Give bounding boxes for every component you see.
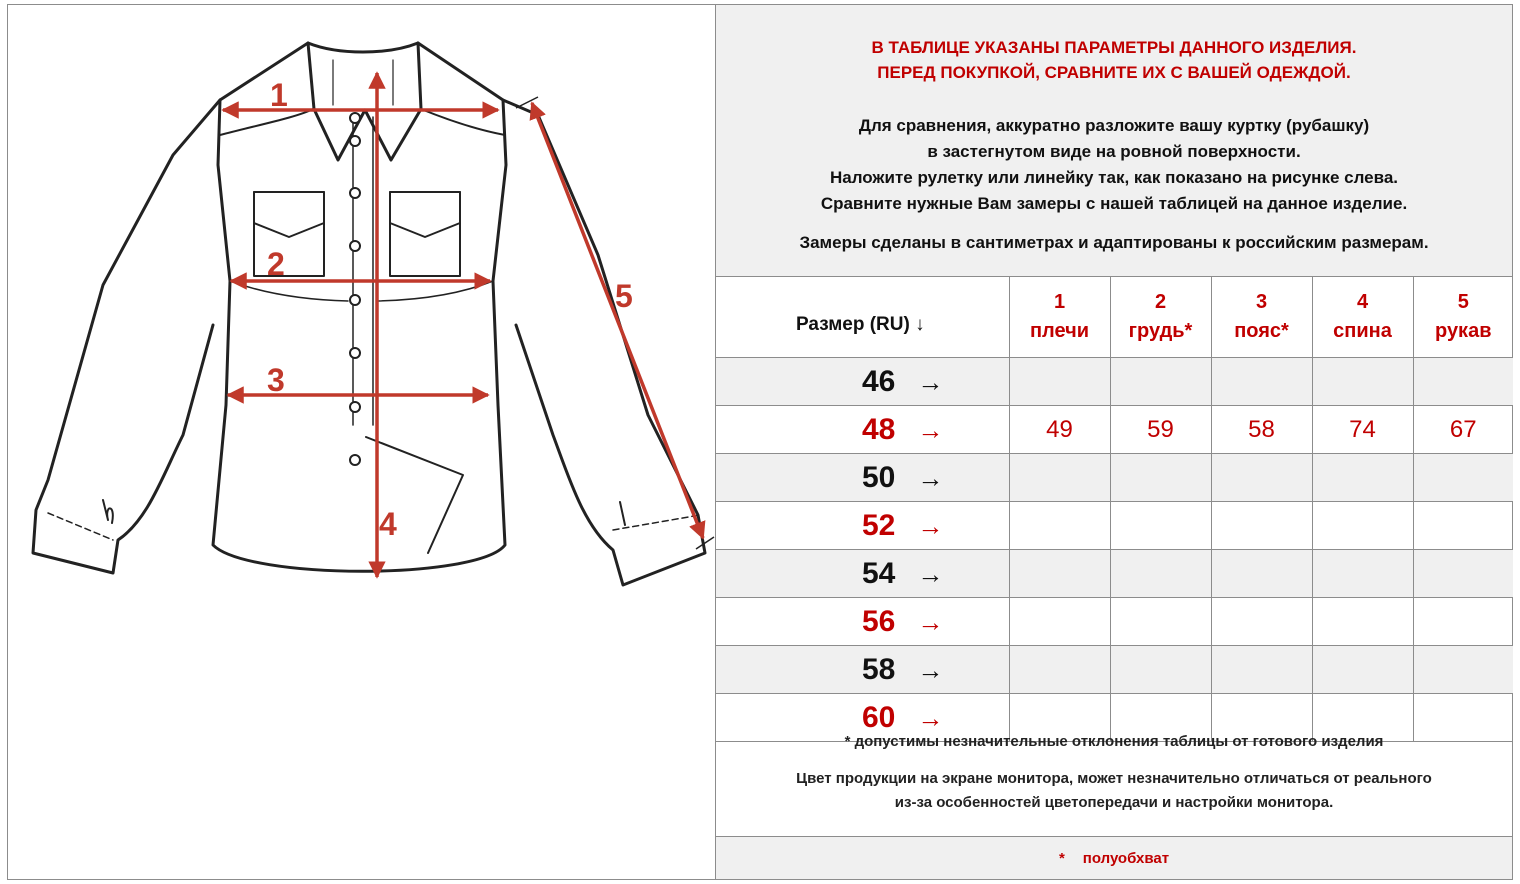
size-value: 58 xyxy=(862,652,896,686)
size-value: 60 xyxy=(862,700,896,734)
measure-label-4: 4 xyxy=(379,506,397,542)
footnotes xyxy=(716,725,1512,837)
measurement-cell xyxy=(1110,646,1211,694)
measuring-instructions: Для сравнения, аккуратно разложите вашу куртку (рубашку) в застегнутом виде на ровной поверхности. Наложите рулетку или линейку так, как показано на рисунке слева. Сравните нужные Вам замеры с нашей таблицей на данное изделие. xyxy=(820,116,1408,213)
measurement-cell xyxy=(1009,646,1110,694)
deviation-note: * допустимы незначительные отклонения таблицы от готового изделия xyxy=(844,733,1384,750)
size-value: 52 xyxy=(862,508,896,542)
warning-text: В ТАБЛИЦЕ УКАЗАНЫ ПАРАМЕТРЫ ДАННОГО ИЗДЕЛИЯ. ПЕРЕД ПОКУПКОЙ, СРАВНИТЕ ИХ С ВАШЕЙ ОДЕЖДОЙ. xyxy=(871,38,1357,82)
right-sleeve xyxy=(503,100,705,585)
measurement-cell xyxy=(1110,358,1211,406)
arrow-right-icon: → xyxy=(917,702,944,733)
size-table-body xyxy=(716,358,1513,742)
size-table-header xyxy=(716,277,1513,358)
column-header-back: 4 спина xyxy=(1312,277,1413,358)
size-value: 46 xyxy=(862,364,896,398)
measurement-cell xyxy=(1211,550,1312,598)
column-header-shoulders: 1 плечи xyxy=(1009,277,1110,358)
size-cell xyxy=(716,550,1009,598)
measurement-cell xyxy=(1312,358,1413,406)
measure-label-5: 5 xyxy=(615,278,633,314)
measurement-cell xyxy=(1211,454,1312,502)
size-cell xyxy=(716,502,1009,550)
units-note: Замеры сделаны в сантиметрах и адаптированы к российским размерам. xyxy=(799,233,1429,252)
table-row xyxy=(716,502,1513,550)
table-row xyxy=(716,550,1513,598)
measurement-cell xyxy=(1009,550,1110,598)
shirt-diagram-panel xyxy=(8,5,715,879)
shirt-buttons xyxy=(350,113,360,465)
size-cell xyxy=(716,646,1009,694)
measurement-cell xyxy=(1009,502,1110,550)
size-table xyxy=(716,277,1513,742)
measurement-cell xyxy=(1009,358,1110,406)
measure-label-2: 2 xyxy=(267,246,285,282)
column-header-waist: 3 пояс* xyxy=(1211,277,1312,358)
measurement-cell xyxy=(1211,646,1312,694)
size-value: 50 xyxy=(862,460,896,494)
measurement-cell: 67 xyxy=(1413,406,1513,454)
size-value: 56 xyxy=(862,604,896,638)
measure-arrow-5 xyxy=(532,103,703,538)
arrow-right-icon: → xyxy=(917,414,944,445)
measurement-cell xyxy=(1110,454,1211,502)
left-sleeve xyxy=(33,100,220,573)
measurement-cell xyxy=(1312,550,1413,598)
measurement-cell xyxy=(1312,502,1413,550)
arrow-right-icon: → xyxy=(917,462,944,493)
shirt-diagram xyxy=(8,5,715,879)
half-girth-note: * полуобхват xyxy=(1058,850,1170,867)
half-girth-note-bar xyxy=(716,837,1512,879)
measurement-cell xyxy=(1413,550,1513,598)
left-pocket xyxy=(254,192,324,276)
size-cell xyxy=(716,406,1009,454)
size-value: 54 xyxy=(862,556,896,590)
arrow-right-icon: → xyxy=(917,366,944,397)
measurement-cell xyxy=(1110,502,1211,550)
measurement-cell: 59 xyxy=(1110,406,1211,454)
column-header-chest: 2 грудь* xyxy=(1110,277,1211,358)
measurement-cell xyxy=(1211,598,1312,646)
measurement-cell xyxy=(1009,454,1110,502)
table-row xyxy=(716,454,1513,502)
measurement-cell: 74 xyxy=(1312,406,1413,454)
size-column-header: Размер (RU) ↓ xyxy=(716,277,1009,358)
measurement-cell xyxy=(1009,598,1110,646)
column-header-sleeve: 5 рукав xyxy=(1413,277,1513,358)
instructions-header xyxy=(716,5,1512,277)
measurement-cell xyxy=(1312,454,1413,502)
size-value: 48 xyxy=(862,412,896,446)
measurement-cell xyxy=(1110,550,1211,598)
measurement-cell xyxy=(1110,598,1211,646)
measurement-cell xyxy=(1211,502,1312,550)
arrow-right-icon: → xyxy=(917,606,944,637)
measurement-cell xyxy=(1413,502,1513,550)
arrow-right-icon: → xyxy=(917,558,944,589)
measure-label-1: 1 xyxy=(270,77,288,113)
color-note: Цвет продукции на экране монитора, может незначительно отличаться от реального из-за особенностей цветопередачи и настройки монитора. xyxy=(796,770,1432,811)
measurement-cell xyxy=(1413,598,1513,646)
measurement-cell: 58 xyxy=(1211,406,1312,454)
table-row xyxy=(716,406,1513,454)
measurement-cell xyxy=(1312,646,1413,694)
size-cell xyxy=(716,358,1009,406)
arrow-right-icon: → xyxy=(917,510,944,541)
measurement-cell xyxy=(1312,598,1413,646)
measurement-cell xyxy=(1413,358,1513,406)
measurement-cell xyxy=(1413,646,1513,694)
measurement-cell xyxy=(1413,454,1513,502)
measurement-cell: 49 xyxy=(1009,406,1110,454)
measure-label-3: 3 xyxy=(267,362,285,398)
size-cell xyxy=(716,454,1009,502)
measurement-cell xyxy=(1211,358,1312,406)
size-info-panel xyxy=(715,5,1512,879)
table-row xyxy=(716,358,1513,406)
table-row xyxy=(716,646,1513,694)
size-cell xyxy=(716,598,1009,646)
shirt-collar xyxy=(308,43,421,160)
table-row xyxy=(716,598,1513,646)
right-pocket xyxy=(390,192,460,276)
arrow-right-icon: → xyxy=(917,654,944,685)
arrow-down-icon: ↓ xyxy=(915,314,925,335)
